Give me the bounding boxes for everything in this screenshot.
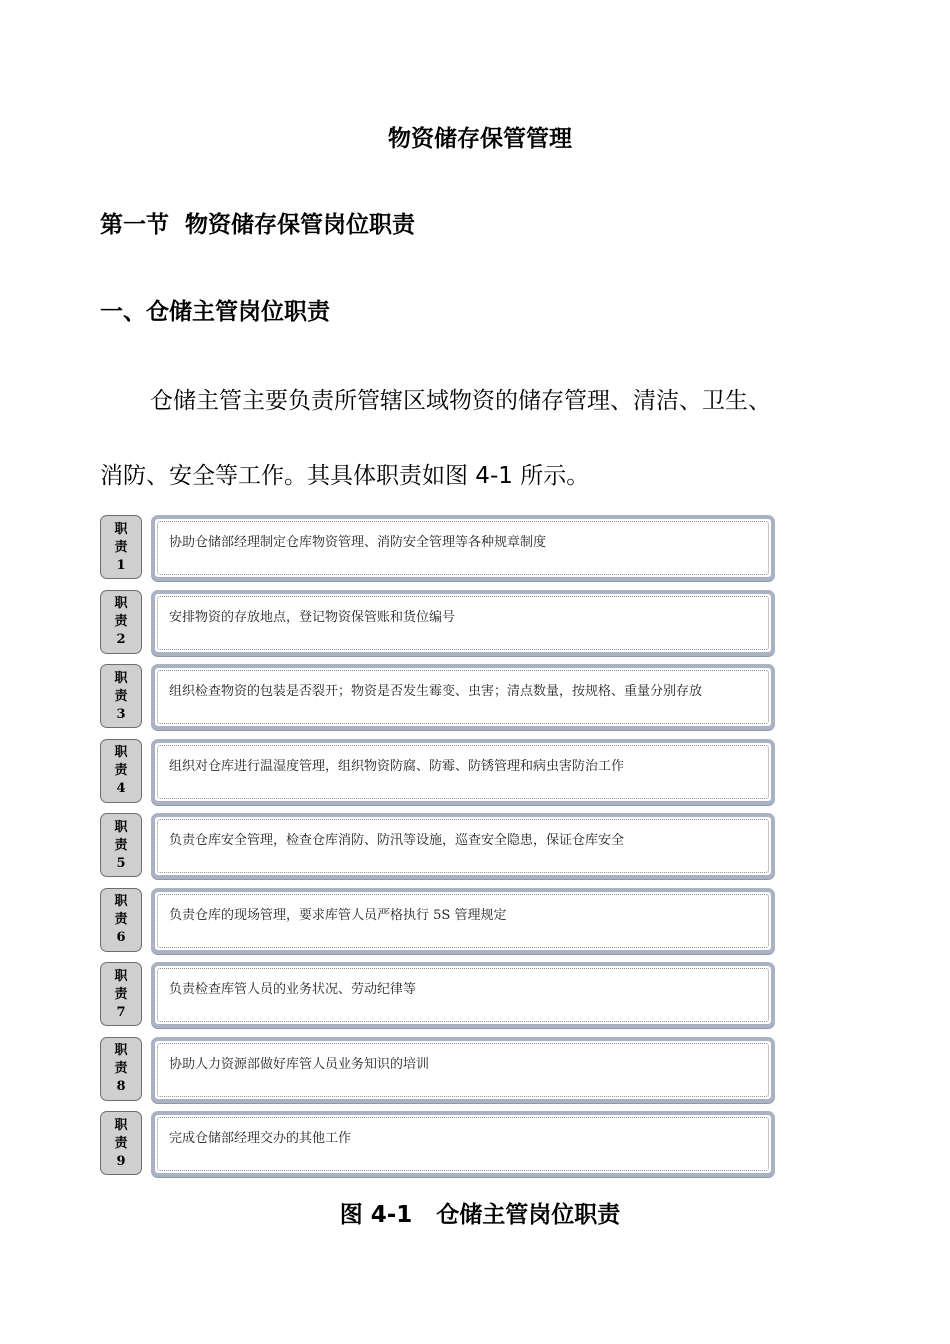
duty-text: 安排物资的存放地点，登记物资保管账和货位编号 (169, 609, 456, 625)
duty-badge-number: 6 (116, 930, 126, 945)
sub-heading: 一、仓储主管岗位职责 (100, 299, 330, 325)
duty-box (151, 664, 775, 730)
duty-badge (100, 1037, 142, 1101)
figure-caption: 图 4-1 仓储主管岗位职责 (339, 1202, 621, 1228)
duty-box (151, 813, 775, 879)
duty-badge-char: 职 (114, 894, 128, 909)
duty-badge-char: 责 (114, 837, 128, 853)
duty-text: 协助人力资源部做好库管人员业务知识的培训 (169, 1056, 430, 1072)
duty-row-5 (100, 813, 780, 879)
duty-badge (100, 739, 142, 803)
duty-badge-char: 责 (114, 912, 128, 927)
duty-badge (100, 1111, 142, 1175)
duty-box (151, 739, 775, 805)
duty-text: 协助仓储部经理制定仓库物资管理、消防安全管理等各种规章制度 (169, 535, 547, 550)
duty-box (151, 1037, 775, 1103)
duty-text: 负责仓库的现场管理，要求库管人员严格执行 5S 管理规定 (169, 907, 507, 923)
duty-badge-char: 责 (114, 763, 128, 778)
duty-row-9 (100, 1111, 780, 1177)
duty-text: 负责检查库管人员的业务状况、劳动纪律等 (169, 982, 417, 997)
duty-text: 负责仓库安全管理，检查仓库消防、防汛等设施，巡查安全隐患，保证仓库安全 (169, 833, 625, 848)
duty-box (151, 888, 775, 954)
paragraph-line-1: 仓储主管主要负责所管辖区域物资的储存管理、清洁、卫生、 (150, 388, 771, 414)
duty-row-3 (100, 664, 780, 730)
duty-badge-number: 9 (116, 1153, 126, 1169)
duty-badge (100, 888, 142, 952)
duty-row-6 (100, 888, 780, 954)
duty-badge (100, 515, 142, 579)
duty-badge (100, 813, 142, 877)
duty-badge-char: 职 (114, 1043, 128, 1058)
duty-badge-char: 职 (114, 670, 128, 686)
section-heading: 第一节 物资储存保管岗位职责 (100, 212, 416, 238)
duty-badge-number: 3 (116, 706, 126, 722)
duty-row-1 (100, 515, 780, 581)
duty-text: 组织对仓库进行温湿度管理，组织物资防腐、防霉、防锈管理和病虫害防治工作 (169, 758, 625, 774)
duty-badge-char: 职 (114, 521, 128, 537)
duty-badge (100, 664, 142, 728)
duty-box (151, 1111, 775, 1177)
duty-badge-number: 1 (116, 557, 126, 573)
duty-badge-char: 责 (114, 688, 128, 704)
duty-badge-number: 4 (116, 781, 126, 796)
duty-badge-char: 责 (114, 986, 128, 1002)
duty-badge-char: 职 (114, 819, 128, 835)
duty-row-7 (100, 962, 780, 1028)
paragraph-line-2: 消防、安全等工作。其具体职责如图 4-1 所示。 (100, 463, 590, 489)
duty-row-2 (100, 590, 780, 656)
duty-badge-char: 职 (114, 1117, 128, 1133)
duty-badge-char: 责 (114, 614, 128, 629)
duty-badge-char: 职 (114, 745, 128, 760)
duty-box (151, 590, 775, 656)
duty-badge-char: 职 (114, 968, 128, 984)
duty-list (100, 515, 780, 1186)
duty-badge-number: 2 (116, 632, 126, 647)
duty-text: 完成仓储部经理交办的其他工作 (169, 1131, 352, 1146)
duty-badge-char: 责 (114, 1135, 128, 1151)
duty-badge-char: 责 (114, 539, 128, 555)
duty-box (151, 515, 775, 581)
duty-badge-number: 8 (116, 1079, 126, 1094)
duty-badge (100, 962, 142, 1026)
duty-badge-char: 职 (114, 596, 128, 611)
duty-badge-char: 责 (114, 1061, 128, 1076)
duty-badge-number: 7 (116, 1004, 126, 1020)
duty-row-8 (100, 1037, 780, 1103)
duty-badge (100, 590, 142, 654)
duty-badge-number: 5 (116, 855, 126, 871)
duty-row-4 (100, 739, 780, 805)
document-title: 物资储存保管管理 (388, 126, 572, 152)
duty-text: 组织检查物资的包装是否裂开；物资是否发生霉变、虫害；清点数量，按规格、重量分别存放 (169, 684, 703, 699)
duty-box (151, 962, 775, 1028)
